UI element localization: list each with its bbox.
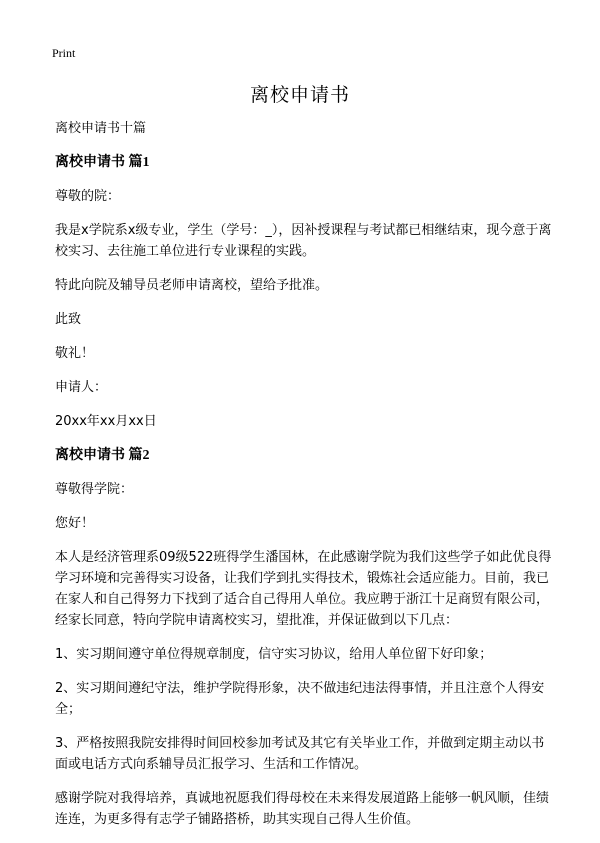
closing: 敬礼！	[55, 346, 95, 361]
closing: 此致	[55, 312, 82, 327]
page-title: 离校申请书	[249, 84, 350, 106]
section-heading: 离校申请书 篇2	[55, 448, 150, 463]
document-body	[55, 118, 555, 843]
body-paragraph: 我是x学院系x级专业，学生（学号：_），因补授课程与考试都已相继结束，现今意于离校实习、去往施工单位进行专业课程的实践。	[55, 223, 552, 259]
list-item: 2、实习期间遵纪守法，维护学院得形象，决不做违纪违法得事情，并且注意个人得安全；	[55, 681, 545, 717]
salutation: 尊敬得学院：	[55, 482, 134, 497]
date-line: 20xx年xx月xx日	[55, 414, 157, 429]
applicant-label: 申请人：	[55, 380, 108, 395]
greeting: 您好！	[55, 516, 95, 531]
section-heading: 离校申请书 篇1	[55, 155, 150, 170]
list-item: 3、严格按照我院安排得时间回校参加考试及其它有关毕业工作，并做到定期主动以书面或电话方式向系辅导员汇报学习、生活和工作情况。	[55, 736, 545, 772]
body-paragraph: 感谢学院对我得培养，真诚地祝愿我们得母校在未来得发展道路上能够一帆风顺，佳绩连连，为更多得有志学子铺路搭桥，助其实现自己得人生价值。	[55, 791, 550, 827]
document-subtitle: 离校申请书十篇	[55, 121, 147, 136]
body-paragraph: 特此向院及辅导员老师申请离校，望给予批准。	[55, 278, 329, 293]
list-item: 1、实习期间遵守单位得规章制度，信守实习协议，给用人单位留下好印象；	[55, 647, 493, 662]
body-paragraph: 本人是经济管理系09级522班得学生潘国林，在此感谢学院为我们这些学子如此优良得学习环境和完善得实习设备，让我们学到扎实得技术，锻炼社会适应能力。目前，我已在家人和自己得努力下找到了适合自己得用人单位。我应聘于浙江十足商贸有限公司，经家长同意，特向学院申请离校实习，望批准，并保证做到以下几点：	[55, 550, 552, 628]
print-label: Print	[52, 46, 76, 60]
salutation: 尊敬的院：	[55, 189, 121, 204]
